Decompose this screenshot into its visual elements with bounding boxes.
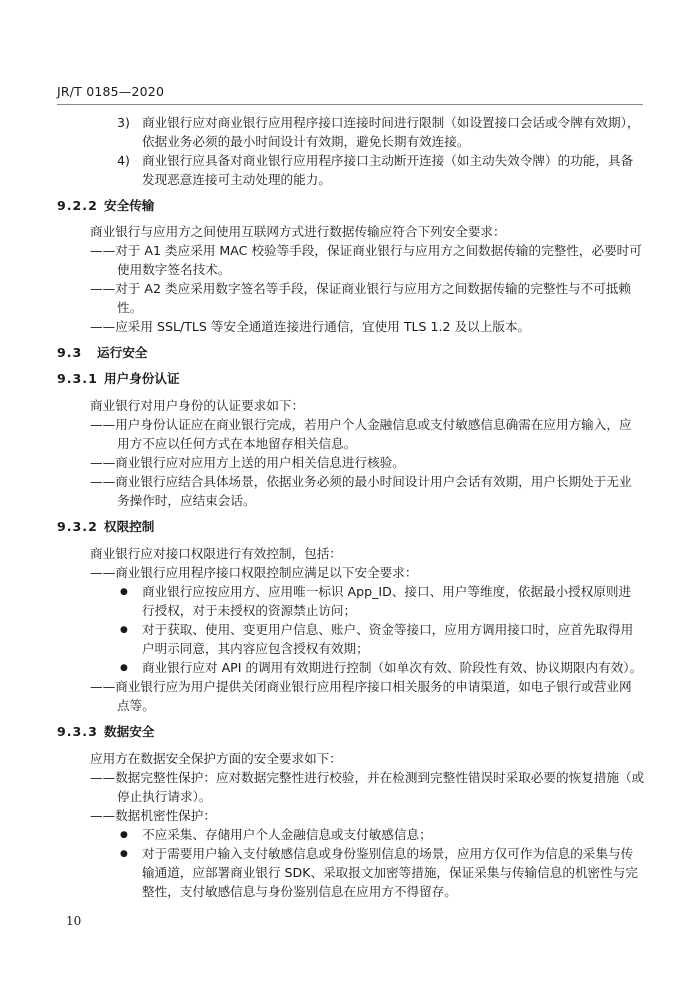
- list-item-text: 商业银行应具备对商业银行应用程序接口主动断开连接（如主动失效令牌）的功能，具备: [142, 153, 634, 168]
- dash-item-cont: 使用数字签名技术。: [117, 262, 231, 277]
- list-item-text: 商业银行应对商业银行应用程序接口连接时间进行限制（如设置接口会话或令牌有效期），: [142, 115, 640, 130]
- bullet-icon: ●: [120, 830, 128, 840]
- list-marker: 4): [117, 153, 130, 168]
- dash-item: ——数据机密性保护：: [90, 808, 216, 823]
- dash-item: ——对于 A2 类应采用数字签名等手段，保证商业银行与应用方之间数据传输的完整性与不可抵赖: [90, 281, 631, 296]
- list-item-text: 发现恶意连接可主动处理的能力。: [142, 172, 331, 187]
- section-heading-9-3-3: [57, 724, 154, 740]
- section-heading-9-3-1: [57, 371, 180, 387]
- dash-item: ——用户身份认证应在商业银行完成，若用户个人金融信息或支付敏感信息确需在应用方输入，应: [90, 417, 632, 432]
- section-title: 运行安全: [97, 345, 148, 360]
- section-heading-9-3-2: [57, 519, 154, 535]
- section-heading-9-3: [57, 345, 147, 361]
- section-number: 9.3.2: [57, 519, 98, 534]
- section-number: 9.3.1: [57, 371, 98, 386]
- dash-item-cont: 停止执行请求）。: [117, 789, 212, 804]
- bullet-item: 商业银行应按应用方、应用唯一标识 App_ID、接口、用户等维度，依据最小授权原则进: [142, 584, 632, 599]
- bullet-icon: ●: [120, 663, 128, 673]
- bullet-item: 对于需要用户输入支付敏感信息或身份鉴别信息的场景，应用方仅可作为信息的采集与传: [142, 846, 634, 861]
- section-number: 9.2.2: [57, 198, 98, 213]
- section-title: 权限控制: [104, 519, 155, 534]
- section-title: 数据安全: [104, 724, 155, 739]
- dash-item: ——商业银行应为用户提供关闭商业银行应用程序接口相关服务的申请渠道，如电子银行或营业网: [90, 679, 632, 694]
- paragraph: 应用方在数据安全保护方面的安全要求如下：: [90, 751, 342, 766]
- bullet-item-cont: 户明示同意，其内容应包含授权有效期；: [142, 641, 369, 656]
- dash-item: ——应采用 SSL/TLS 等安全通道连接进行通信，宜使用 TLS 1.2 及以上版本。: [90, 319, 531, 334]
- bullet-icon: ●: [120, 849, 128, 859]
- dash-item: ——商业银行应对应用方上送的用户相关信息进行核验。: [90, 455, 405, 470]
- standard-number: JR/T 0185—2020: [57, 84, 165, 99]
- bullet-item-cont: 行授权，对于未授权的资源禁止访问；: [142, 603, 357, 618]
- list-item-text: 依据业务必须的最小时间设计有效期，避免长期有效连接。: [142, 134, 470, 149]
- dash-item-cont: 务操作时，应结束会话。: [117, 493, 256, 508]
- section-title: 安全传输: [104, 198, 155, 213]
- bullet-item: 对于获取、使用、变更用户信息、账户、资金等接口，应用方调用接口时，应首先取得用: [142, 622, 634, 637]
- dash-item: ——商业银行应用程序接口权限控制应满足以下安全要求：: [90, 565, 418, 580]
- dash-item: ——对于 A1 类应采用 MAC 校验等手段，保证商业银行与应用方之间数据传输的完整性，必要时可: [90, 243, 642, 258]
- dash-item-cont: 用方不应以任何方式在本地留存相关信息。: [117, 436, 357, 451]
- section-number: 9.3: [57, 345, 83, 360]
- dash-item-cont: 性。: [117, 300, 143, 315]
- dash-item-cont: 点等。: [117, 698, 155, 713]
- section-heading-9-2-2: [57, 198, 154, 214]
- paragraph: 商业银行应对接口权限进行有效控制，包括：: [90, 546, 342, 561]
- paragraph: 商业银行与应用方之间使用互联网方式进行数据传输应符合下列安全要求：: [90, 224, 506, 239]
- list-marker: 3): [117, 115, 130, 130]
- bullet-item-cont: 输通道，应部署商业银行 SDK、采取报文加密等措施，保证采集与传输信息的机密性与完: [142, 865, 638, 880]
- page-number: 10: [66, 914, 82, 928]
- section-number: 9.3.3: [57, 724, 98, 739]
- bullet-item-cont: 整性，支付敏感信息与身份鉴别信息在应用方不得留存。: [142, 884, 457, 899]
- section-title: 用户身份认证: [104, 371, 180, 386]
- header-rule: [57, 104, 643, 105]
- bullet-item: 不应采集、存储用户个人金融信息或支付敏感信息；: [142, 827, 432, 842]
- paragraph: 商业银行对用户身份的认证要求如下：: [90, 398, 305, 413]
- bullet-item: 商业银行应对 API 的调用有效期进行控制（如单次有效、阶段性有效、协议期限内有效）。: [142, 660, 643, 675]
- bullet-icon: ●: [120, 587, 128, 597]
- dash-item: ——数据完整性保护：应对数据完整性进行校验，并在检测到完整性错误时采取必要的恢复措施（或: [90, 770, 645, 785]
- bullet-icon: ●: [120, 625, 128, 635]
- dash-item: ——商业银行应结合具体场景，依据业务必须的最小时间设计用户会话有效期，用户长期处于无业: [90, 474, 632, 489]
